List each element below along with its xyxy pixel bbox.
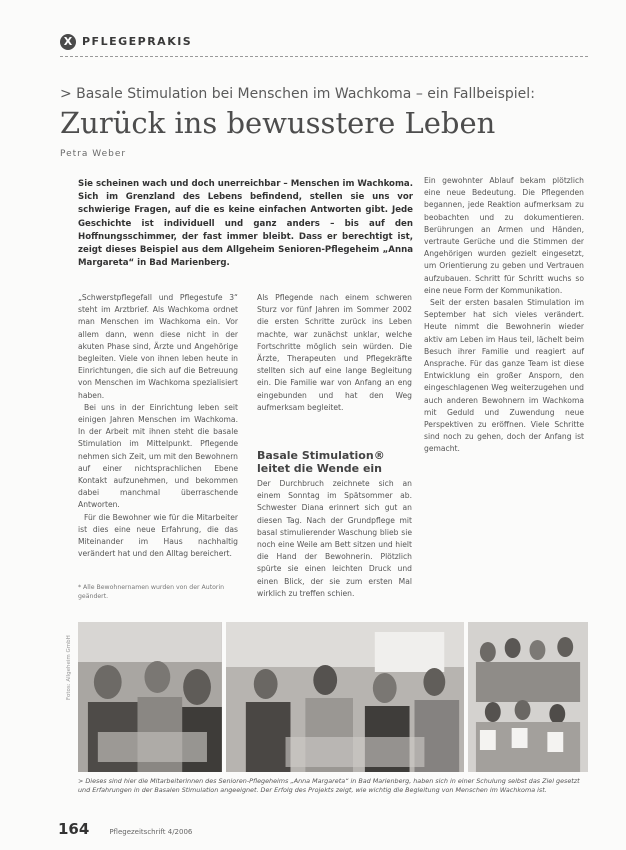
section-header xyxy=(60,34,192,50)
article-author: Petra Weber xyxy=(60,149,127,159)
photo-team-portrait-image xyxy=(468,622,588,772)
photo-training-group-image xyxy=(78,622,222,772)
body-column-1 xyxy=(78,292,238,560)
body-column-2-continued xyxy=(257,478,412,600)
page-footer xyxy=(58,820,192,838)
photo-training-group xyxy=(78,622,222,772)
body-paragraph: Ein gewohnter Ablauf bekam plötzlich eine neue Bedeutung. Die Pflegenden begannen, jede Reaktion aufmerksam zu beobachten und zu dokumentieren. Berührungen an Armen und Händen, vertraute Gerüche und die Stimmen der Angehörigen wurden gezielt eingesetzt, um Orientierung zu geben und Vertrauen aufzubauen. Schritt für Schritt wuchs so eine neue Form der Kommunikation. xyxy=(424,176,584,295)
body-paragraph: „Schwerstpflegefall und Pflegestufe 3“ steht im Arztbrief. Als Wachkoma ordnet man Menschen im Wachkoma ein. Vor allem dann, wenn diese nicht in der akuten Phase sind, Ärzte und Angehörige begleiten. Viele von ihnen leben heute in Einrichtungen, die sich auf die Betreuung von Menschen im Wachkoma spezialisiert haben. xyxy=(78,293,238,400)
body-column-3 xyxy=(424,175,584,456)
body-column-2 xyxy=(257,292,412,414)
header-divider xyxy=(60,56,588,57)
section-x-icon: X xyxy=(60,34,76,50)
article-title: Zurück ins bewusstere Leben xyxy=(60,106,496,140)
journal-issue: Pflegezeitschrift 4/2006 xyxy=(109,828,193,836)
body-paragraph: Für die Bewohner wie für die Mitarbeiter ist dies eine neue Erfahrung, die das Miteinander im Haus nachhaltig verändert hat und den Alltag bereichert. xyxy=(78,512,238,559)
body-paragraph: Bei uns in der Einrichtung leben seit einigen Jahren Menschen im Wachkoma. In der Arbeit mit ihnen steht die basale Stimulation im Mittelpunkt. Pflegende nehmen sich Zeit, um mit den Bewohnern auf einer nichtsprachlichen Ebene Kontakt aufzunehmen, und bekommen dabei manchmal überraschende Antworten. xyxy=(78,402,238,510)
article-lead: Sie scheinen wach und doch unerreichbar – Menschen im Wachkoma. Sich im Grenzland des Lebens befindend, stellen sie uns vor schwierige Fragen, auf die es keine einfachen Antworten gibt. Jede Geschichte ist individuell und ganz anders – bis auf den Hoffnungsschimmer, der fast immer bleibt. Dass er berechtigt ist, zeigt dieses Beispiel aus dem Allgeheim Senioren-Pflegeheim „Anna Margareta“ in Bad Marienberg. xyxy=(78,179,413,269)
photo-strip xyxy=(78,622,588,772)
body-paragraph: Der Durchbruch zeichnete sich an einem Sonntag im Spätsommer ab. Schwester Diana erinnert sich gut an diesen Tag. Nach der Grundpflege mit basal stimulierender Waschung blieb sie noch eine Weile am Bett sitzen und hielt die Hand der Bewohnerin. Plötzlich spürte sie einen leichten Druck und einen Blick, der sie zum ersten Mal wirklich zu treffen schien. xyxy=(257,479,412,598)
body-paragraph: Als Pflegende nach einem schweren Sturz vor fünf Jahren im Sommer 2002 die ersten Schritte zurück ins Leben machte, war zunächst unklar, welche Fortschritte möglich sein würden. Die Ärzte, Therapeuten und Pflegekräfte stellten sich auf eine lange Begleitung ein. Die Familie war von Anfang an eng eingebunden und hat den Weg aufmerksam begleitet. xyxy=(257,293,412,412)
subheading: Basale Stimulation® leitet die Wende ein xyxy=(257,449,385,475)
article-kicker: > Basale Stimulation bei Menschen im Wachkoma – ein Fallbeispiel: xyxy=(60,86,535,102)
photo-team-portrait xyxy=(468,622,588,772)
section-label: PFLEGEPRAKIS xyxy=(82,35,193,48)
photo-credit: Fotos: Allgeheim GmbH xyxy=(66,635,72,700)
photo-practice-session-image xyxy=(226,622,464,772)
photo-caption: > Dieses sind hier die Mitarbeiterinnen des Senioren-Pflegeheims „Anna Margareta“ in Bad Marienberg, haben sich in einer Schulung selbst das Ziel gesetzt und Erfahrungen in der Basalen Stimulation angeeignet. Der Erfolg des Projekts zeigt, wie wichtig die Begleitung von Menschen im Wachkoma ist. xyxy=(78,777,580,795)
page-number: 164 xyxy=(58,820,90,838)
photo-practice-session xyxy=(226,622,464,772)
footnote: * Alle Bewohnernamen wurden von der Autorin geändert. xyxy=(78,584,225,600)
body-paragraph: Seit der ersten basalen Stimulation im September hat sich vieles verändert. Heute nimmt die Bewohnerin wieder aktiv am Leben im Haus teil, lächelt beim Besuch ihrer Familie und reagiert auf Ansprache. Für das ganze Team ist diese Entwicklung ein großer Ansporn, den eingeschlagenen Weg weiterzugehen und auch anderen Bewohnern im Wachkoma mit Geduld und Zuwendung neue Perspektiven zu eröffnen. Viele Schritte sind noch zu gehen, doch der Anfang ist gemacht. xyxy=(424,298,584,454)
